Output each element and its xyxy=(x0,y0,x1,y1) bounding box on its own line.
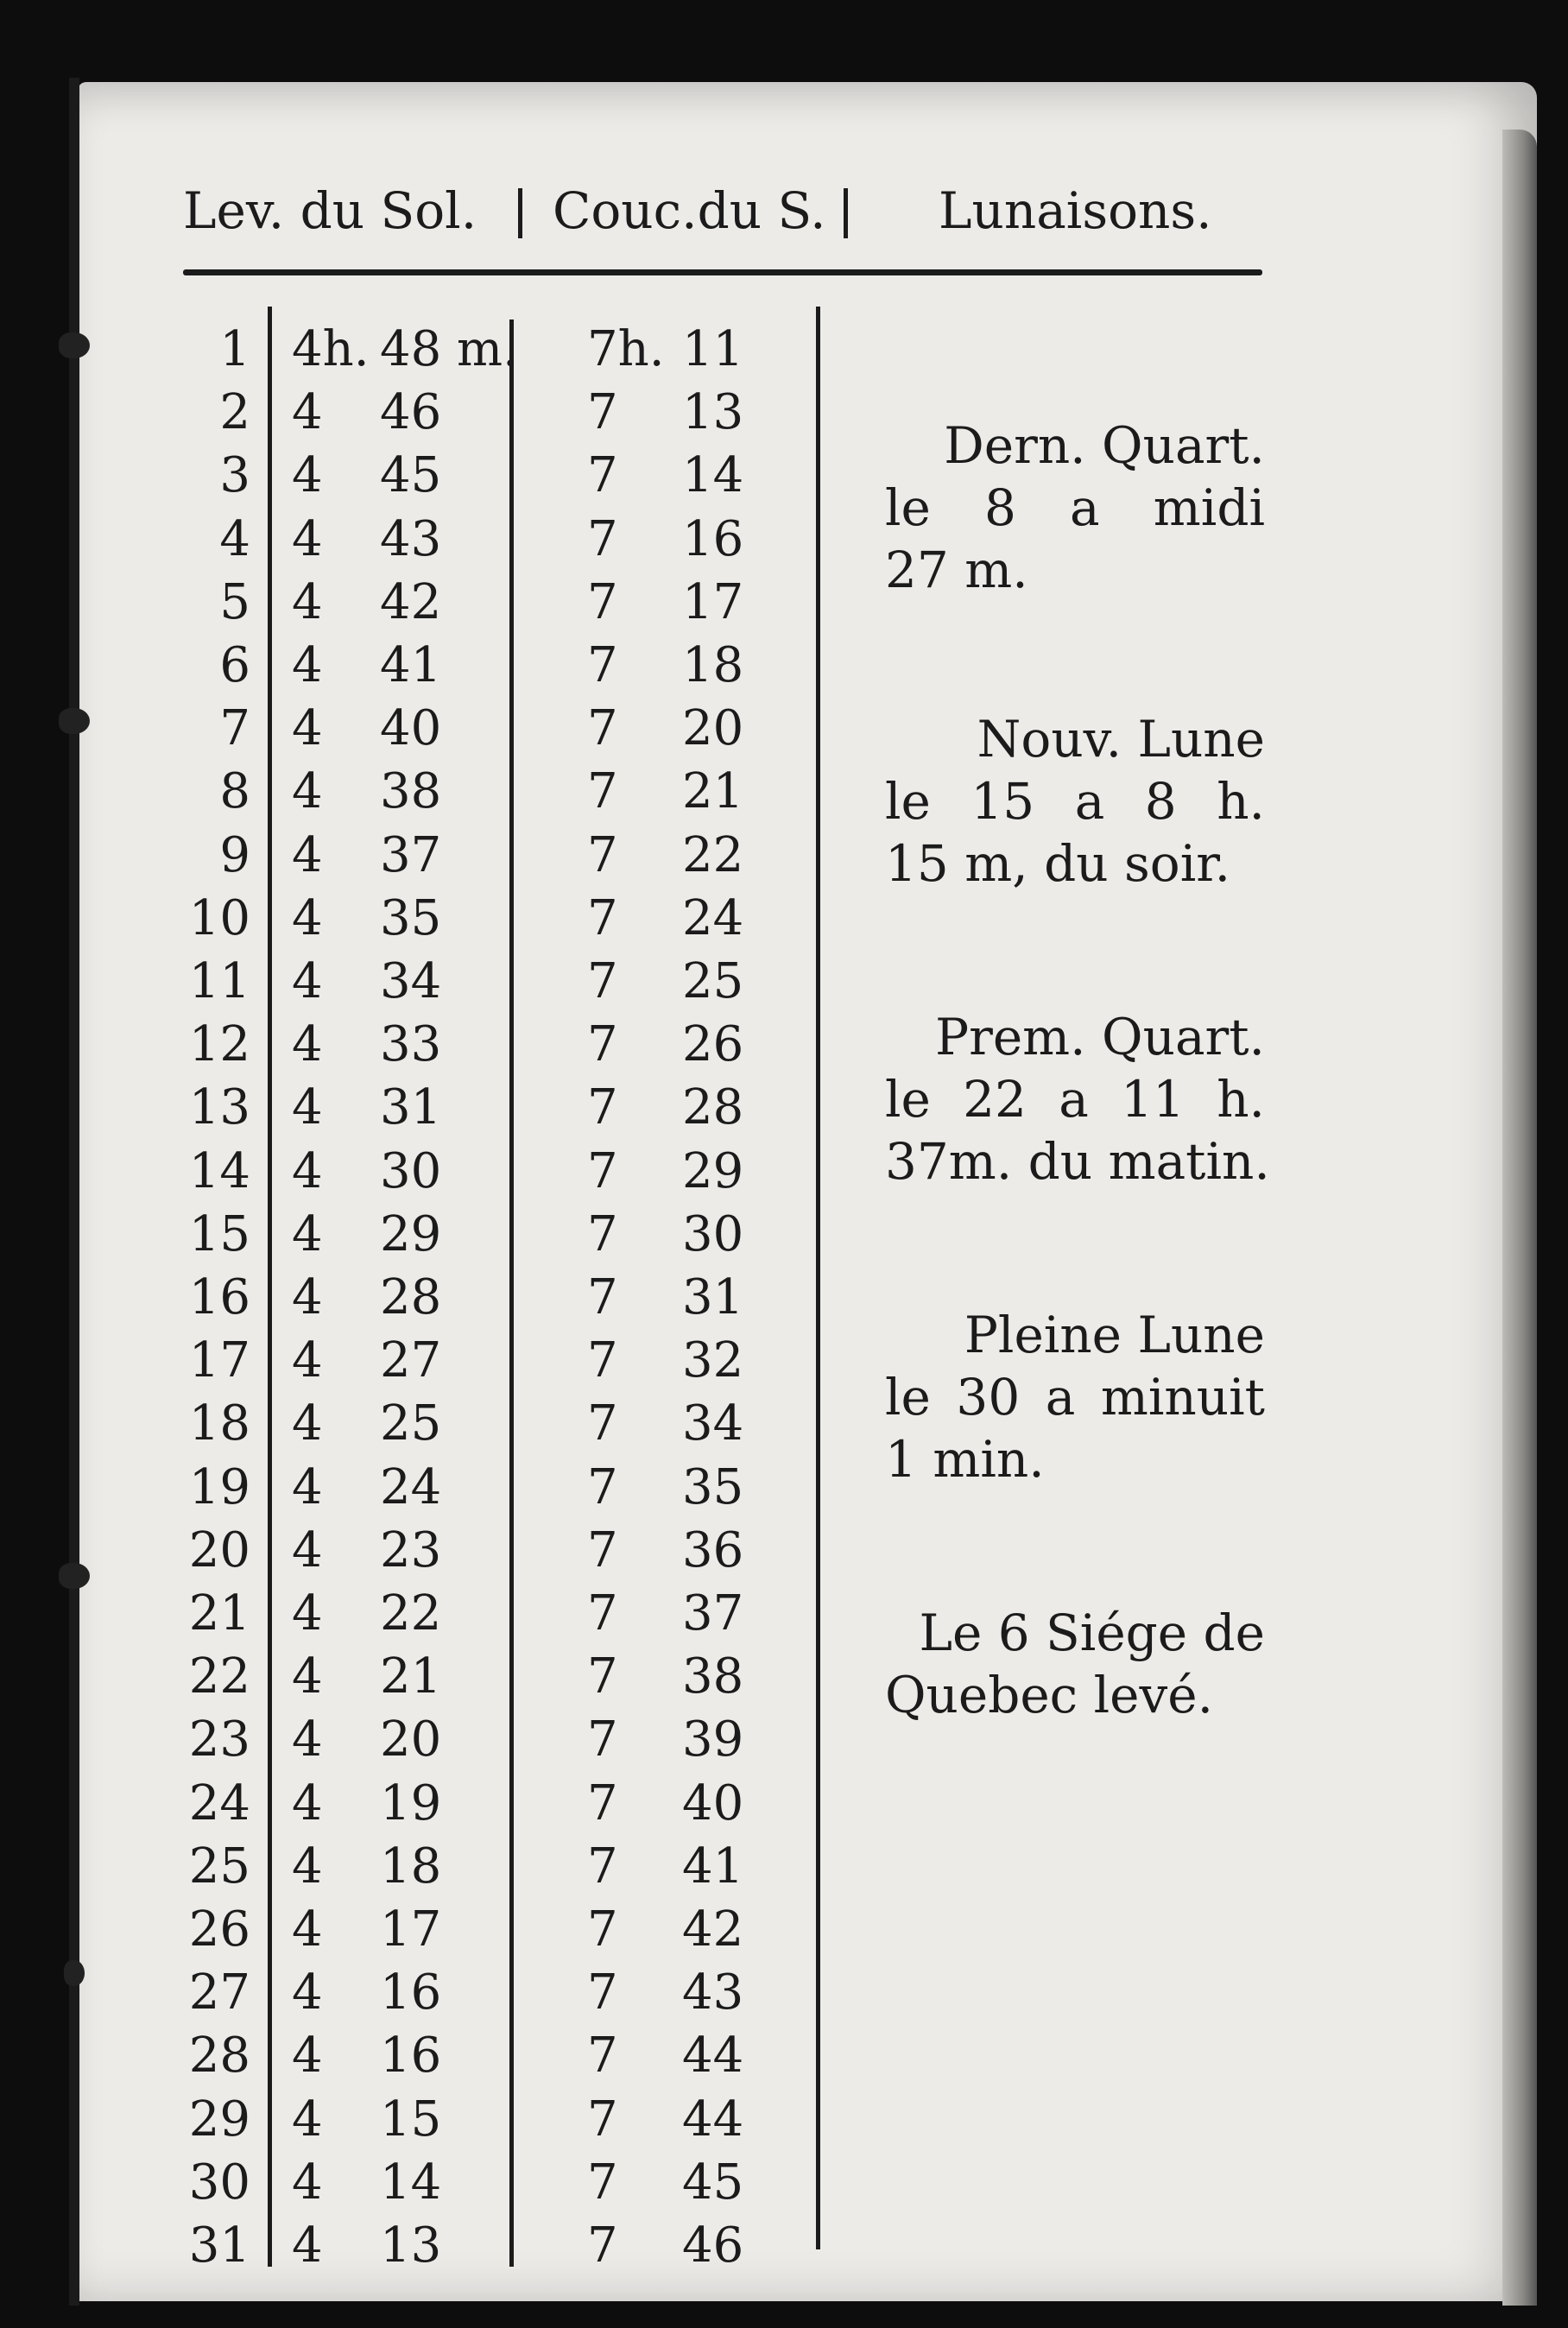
table-row xyxy=(0,2214,863,2278)
sunrise-hour-cell: 4 xyxy=(292,2154,323,2211)
sunset-minute-cell: 16 xyxy=(682,510,744,567)
table-row xyxy=(0,887,863,951)
sunset-minute-cell: 20 xyxy=(682,700,744,757)
table-row xyxy=(0,824,863,888)
sunrise-hour-cell: 4 xyxy=(292,1648,323,1705)
sunrise-minute-cell: 16 xyxy=(380,2028,442,2084)
sunrise-minute-cell: 15 xyxy=(380,2091,442,2148)
sunset-minute-cell: 45 xyxy=(682,2154,744,2211)
historical-note xyxy=(885,1602,1265,1726)
sunset-hour-cell: 7 xyxy=(587,510,618,567)
sunset-minute-cell: 42 xyxy=(682,1901,744,1958)
sunrise-hour-cell: 4 xyxy=(292,1711,323,1768)
note-line: Quebec levé. xyxy=(885,1666,1214,1724)
table-row xyxy=(0,2151,863,2215)
sunset-hour-cell: 7 xyxy=(587,1648,618,1705)
sunrise-minute-cell: 48 m. xyxy=(380,321,518,377)
sunrise-minute-cell: 13 xyxy=(380,2217,442,2274)
table-row xyxy=(0,1645,863,1709)
sunset-minute-cell: 17 xyxy=(682,573,744,630)
sunrise-minute-cell: 22 xyxy=(380,1585,442,1642)
sunset-hour-cell: 7 xyxy=(587,637,618,693)
sunrise-minute-cell: 35 xyxy=(380,889,442,946)
sunrise-minute-cell: 41 xyxy=(380,637,442,693)
day-cell: 8 xyxy=(219,763,250,820)
moon-phase-full-moon xyxy=(885,1304,1265,1490)
sunset-minute-cell: 39 xyxy=(682,1711,744,1768)
sunset-hour-cell: 7h. xyxy=(587,321,665,377)
sunset-minute-cell: 44 xyxy=(682,2028,744,2084)
table-row xyxy=(0,1898,863,1962)
day-cell: 29 xyxy=(188,2091,250,2148)
sunset-minute-cell: 25 xyxy=(682,953,744,1009)
table-row xyxy=(0,1772,863,1836)
sunrise-minute-cell: 46 xyxy=(380,384,442,441)
day-cell: 12 xyxy=(188,1016,250,1073)
moon-phase-line: le 8 a midi xyxy=(885,478,1265,537)
moon-phase-line: Nouv. Lune xyxy=(977,710,1265,769)
sunrise-hour-cell: 4 xyxy=(292,953,323,1009)
table-row xyxy=(0,508,863,572)
sunset-hour-cell: 7 xyxy=(587,1458,618,1515)
sunrise-hour-cell: 4 xyxy=(292,1901,323,1958)
sunset-hour-cell: 7 xyxy=(587,2091,618,2148)
sunrise-minute-cell: 24 xyxy=(380,1458,442,1515)
sunrise-minute-cell: 42 xyxy=(380,573,442,630)
day-cell: 11 xyxy=(188,953,250,1009)
sunrise-minute-cell: 45 xyxy=(380,447,442,504)
sunset-hour-cell: 7 xyxy=(587,826,618,883)
sunrise-minute-cell: 29 xyxy=(380,1205,442,1262)
sunrise-minute-cell: 23 xyxy=(380,1521,442,1578)
day-cell: 28 xyxy=(188,2028,250,2084)
moon-phase-last-quarter xyxy=(885,414,1265,601)
day-cell: 31 xyxy=(188,2217,250,2274)
day-cell: 2 xyxy=(219,384,250,441)
table-row xyxy=(0,1140,863,1204)
sunrise-minute-cell: 31 xyxy=(380,1079,442,1136)
day-cell: 4 xyxy=(219,510,250,567)
sunrise-minute-cell: 37 xyxy=(380,826,442,883)
sunset-hour-cell: 7 xyxy=(587,1016,618,1073)
sunset-hour-cell: 7 xyxy=(587,1142,618,1199)
sunrise-hour-cell: 4 xyxy=(292,763,323,820)
moon-phase-line: 1 min. xyxy=(885,1430,1045,1489)
moon-phase-new-moon xyxy=(885,708,1265,895)
sunrise-hour-cell: 4 xyxy=(292,1079,323,1136)
note-line: Le 6 Siége de xyxy=(919,1604,1265,1662)
table-row xyxy=(0,1266,863,1330)
day-cell: 21 xyxy=(188,1585,250,1642)
day-cell: 5 xyxy=(219,573,250,630)
day-cell: 26 xyxy=(188,1901,250,1958)
sunset-hour-cell: 7 xyxy=(587,2217,618,2274)
sunset-hour-cell: 7 xyxy=(587,1838,618,1895)
sunrise-minute-cell: 34 xyxy=(380,953,442,1009)
sunset-hour-cell: 7 xyxy=(587,1901,618,1958)
table-row xyxy=(0,318,863,382)
sunset-hour-cell: 7 xyxy=(587,1269,618,1325)
sunrise-minute-cell: 18 xyxy=(380,1838,442,1895)
day-cell: 22 xyxy=(188,1648,250,1705)
day-cell: 23 xyxy=(188,1711,250,1768)
sunset-minute-cell: 41 xyxy=(682,1838,744,1895)
sunrise-minute-cell: 38 xyxy=(380,763,442,820)
day-cell: 16 xyxy=(188,1269,250,1325)
sunrise-minute-cell: 33 xyxy=(380,1016,442,1073)
sunrise-hour-cell: 4 xyxy=(292,1205,323,1262)
sunrise-hour-cell: 4 xyxy=(292,1838,323,1895)
day-cell: 30 xyxy=(188,2154,250,2211)
sunrise-minute-cell: 21 xyxy=(380,1648,442,1705)
sunrise-minute-cell: 30 xyxy=(380,1142,442,1199)
table-row xyxy=(0,1329,863,1393)
table-row xyxy=(0,1519,863,1583)
moon-phase-first-quarter xyxy=(885,1006,1270,1192)
moon-phase-line: le 30 a minuit xyxy=(885,1368,1265,1427)
sunset-minute-cell: 44 xyxy=(682,2091,744,2148)
sunset-minute-cell: 26 xyxy=(682,1016,744,1073)
sunrise-minute-cell: 16 xyxy=(380,1964,442,2021)
sunset-minute-cell: 35 xyxy=(682,1458,744,1515)
sunrise-hour-cell: 4 xyxy=(292,1395,323,1452)
table-row xyxy=(0,571,863,635)
sunset-hour-cell: 7 xyxy=(587,573,618,630)
sunset-hour-cell: 7 xyxy=(587,1774,618,1831)
sunset-hour-cell: 7 xyxy=(587,2154,618,2211)
sunrise-minute-cell: 20 xyxy=(380,1711,442,1768)
table-row xyxy=(0,444,863,508)
sunset-minute-cell: 24 xyxy=(682,889,744,946)
sunset-minute-cell: 22 xyxy=(682,826,744,883)
sunrise-hour-cell: 4h. xyxy=(292,321,370,377)
sunset-hour-cell: 7 xyxy=(587,1964,618,2021)
sunset-minute-cell: 11 xyxy=(682,321,744,377)
moon-phase-line: Pleine Lune xyxy=(964,1306,1265,1364)
sunrise-minute-cell: 25 xyxy=(380,1395,442,1452)
moon-phase-line: Prem. Quart. xyxy=(935,1008,1265,1066)
sunrise-minute-cell: 17 xyxy=(380,1901,442,1958)
sunrise-hour-cell: 4 xyxy=(292,1774,323,1831)
sunrise-hour-cell: 4 xyxy=(292,700,323,757)
day-cell: 1 xyxy=(219,321,250,377)
table-row xyxy=(0,1708,863,1772)
sunrise-minute-cell: 40 xyxy=(380,700,442,757)
day-cell: 24 xyxy=(188,1774,250,1831)
day-cell: 27 xyxy=(188,1964,250,2021)
sunset-minute-cell: 37 xyxy=(682,1585,744,1642)
header-separator xyxy=(844,188,848,238)
sunrise-hour-cell: 4 xyxy=(292,510,323,567)
sunrise-heading: Lev. du Sol. xyxy=(183,181,477,240)
table-row xyxy=(0,697,863,761)
sunrise-hour-cell: 4 xyxy=(292,1016,323,1073)
sunset-hour-cell: 7 xyxy=(587,1332,618,1389)
sunrise-hour-cell: 4 xyxy=(292,1585,323,1642)
sunrise-hour-cell: 4 xyxy=(292,1269,323,1325)
sunrise-minute-cell: 28 xyxy=(380,1269,442,1325)
day-cell: 18 xyxy=(188,1395,250,1452)
sunrise-hour-cell: 4 xyxy=(292,2217,323,2274)
header-rule xyxy=(183,269,1262,275)
sunset-minute-cell: 21 xyxy=(682,763,744,820)
day-cell: 9 xyxy=(219,826,250,883)
moon-phase-line: le 15 a 8 h. xyxy=(885,772,1265,831)
table-row xyxy=(0,1835,863,1899)
sunset-minute-cell: 18 xyxy=(682,637,744,693)
sunrise-minute-cell: 14 xyxy=(380,2154,442,2211)
table-row xyxy=(0,1961,863,2025)
sunset-hour-cell: 7 xyxy=(587,889,618,946)
moon-phase-line: 27 m. xyxy=(885,541,1028,599)
sunset-heading: Couc.du S. xyxy=(553,181,826,240)
sunrise-minute-cell: 27 xyxy=(380,1332,442,1389)
sunrise-hour-cell: 4 xyxy=(292,1964,323,2021)
table-row xyxy=(0,634,863,698)
day-cell: 25 xyxy=(188,1838,250,1895)
sunset-minute-cell: 40 xyxy=(682,1774,744,1831)
sunrise-hour-cell: 4 xyxy=(292,889,323,946)
sunrise-hour-cell: 4 xyxy=(292,2091,323,2148)
sunset-hour-cell: 7 xyxy=(587,763,618,820)
moon-phase-line: Dern. Quart. xyxy=(944,416,1265,475)
sunset-minute-cell: 31 xyxy=(682,1269,744,1325)
sunset-minute-cell: 14 xyxy=(682,447,744,504)
table-row xyxy=(0,2088,863,2152)
sunset-hour-cell: 7 xyxy=(587,1521,618,1578)
sunset-minute-cell: 28 xyxy=(682,1079,744,1136)
sunset-hour-cell: 7 xyxy=(587,384,618,441)
sunset-hour-cell: 7 xyxy=(587,1079,618,1136)
sunrise-hour-cell: 4 xyxy=(292,1521,323,1578)
day-cell: 19 xyxy=(188,1458,250,1515)
day-cell: 3 xyxy=(219,447,250,504)
header-separator xyxy=(518,188,522,238)
sunrise-hour-cell: 4 xyxy=(292,573,323,630)
sunset-minute-cell: 34 xyxy=(682,1395,744,1452)
sunset-hour-cell: 7 xyxy=(587,953,618,1009)
sunrise-hour-cell: 4 xyxy=(292,1142,323,1199)
day-cell: 17 xyxy=(188,1332,250,1389)
sunrise-hour-cell: 4 xyxy=(292,384,323,441)
moon-phase-line: le 22 a 11 h. xyxy=(885,1070,1265,1129)
sunset-hour-cell: 7 xyxy=(587,1585,618,1642)
table-row xyxy=(0,1582,863,1646)
moon-heading: Lunaisons. xyxy=(939,181,1212,240)
sunrise-hour-cell: 4 xyxy=(292,2028,323,2084)
day-cell: 20 xyxy=(188,1521,250,1578)
sunset-hour-cell: 7 xyxy=(587,1205,618,1262)
sunset-hour-cell: 7 xyxy=(587,1711,618,1768)
table-row xyxy=(0,950,863,1014)
day-cell: 10 xyxy=(188,889,250,946)
sunset-minute-cell: 32 xyxy=(682,1332,744,1389)
sunset-minute-cell: 38 xyxy=(682,1648,744,1705)
day-cell: 15 xyxy=(188,1205,250,1262)
sunrise-minute-cell: 43 xyxy=(380,510,442,567)
sunrise-hour-cell: 4 xyxy=(292,1458,323,1515)
sunset-minute-cell: 30 xyxy=(682,1205,744,1262)
sunrise-hour-cell: 4 xyxy=(292,447,323,504)
sunset-minute-cell: 46 xyxy=(682,2217,744,2274)
page-edge xyxy=(1502,130,1537,2306)
sunrise-hour-cell: 4 xyxy=(292,826,323,883)
sunset-minute-cell: 13 xyxy=(682,384,744,441)
table-row xyxy=(0,1013,863,1077)
sunrise-hour-cell: 4 xyxy=(292,637,323,693)
sunset-minute-cell: 43 xyxy=(682,1964,744,2021)
day-cell: 14 xyxy=(188,1142,250,1199)
table-row xyxy=(0,1203,863,1267)
sunset-minute-cell: 36 xyxy=(682,1521,744,1578)
sunset-hour-cell: 7 xyxy=(587,2028,618,2084)
day-cell: 7 xyxy=(219,700,250,757)
sunrise-minute-cell: 19 xyxy=(380,1774,442,1831)
table-row xyxy=(0,1392,863,1456)
sunset-hour-cell: 7 xyxy=(587,700,618,757)
table-row xyxy=(0,2024,863,2088)
table-row xyxy=(0,381,863,445)
sunset-hour-cell: 7 xyxy=(587,1395,618,1452)
sunset-minute-cell: 29 xyxy=(682,1142,744,1199)
sunrise-hour-cell: 4 xyxy=(292,1332,323,1389)
table-row xyxy=(0,760,863,824)
moon-phase-line: 37m. du matin. xyxy=(885,1132,1270,1191)
day-cell: 6 xyxy=(219,637,250,693)
day-cell: 13 xyxy=(188,1079,250,1136)
table-row xyxy=(0,1076,863,1140)
moon-phase-line: 15 m, du soir. xyxy=(885,834,1231,893)
sunset-hour-cell: 7 xyxy=(587,447,618,504)
table-header xyxy=(183,181,1262,242)
table-row xyxy=(0,1456,863,1520)
